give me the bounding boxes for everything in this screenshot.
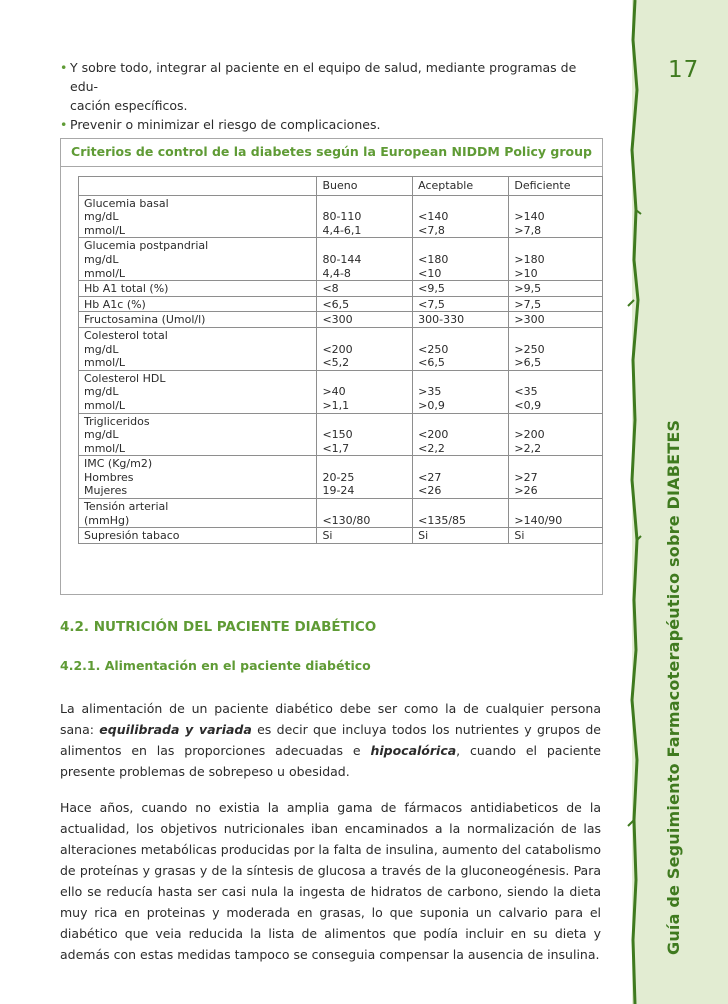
bullet-dot-icon: •: [60, 60, 68, 75]
criteria-value-cell: <200 <5,2: [317, 327, 413, 370]
bullet-item: [60, 115, 605, 134]
bullet-dot-icon: •: [60, 117, 68, 132]
criteria-value-cell: >180 >10: [509, 238, 603, 281]
criteria-value-cell: >250 >6,5: [509, 327, 603, 370]
bullet-text-continued: cación específicos.: [70, 98, 188, 113]
section-heading: 4.2. NUTRICIÓN DEL PACIENTE DIABÉTICO: [60, 619, 377, 635]
criteria-value-cell: <7,5: [413, 296, 509, 312]
table-row: [79, 499, 603, 528]
bullet-list: [60, 58, 605, 134]
criteria-value-cell: Si: [317, 528, 413, 544]
criteria-label-cell: Trigliceridos mg/dL mmol/L: [79, 413, 317, 456]
criteria-value-cell: <135/85: [413, 499, 509, 528]
criteria-value-cell: <250 <6,5: [413, 327, 509, 370]
paragraph-text: , cuando el paciente presente problemas de sobrepeso u obesidad.: [60, 743, 601, 779]
criteria-label-cell: IMC (Kg/m2) Hombres Mujeres: [79, 456, 317, 499]
header-cell: [79, 177, 317, 196]
table-row: [79, 370, 603, 413]
header-cell: Bueno: [317, 177, 413, 196]
criteria-value-cell: >35 >0,9: [413, 370, 509, 413]
table-row: [79, 413, 603, 456]
criteria-value-cell: >140/90: [509, 499, 603, 528]
criteria-value-cell: <180 <10: [413, 238, 509, 281]
header-cell: Aceptable: [413, 177, 509, 196]
header-cell: Deficiente: [509, 177, 603, 196]
criteria-value-cell: <200 <2,2: [413, 413, 509, 456]
table-row: [79, 327, 603, 370]
criteria-value-cell: 80-144 4,4-8: [317, 238, 413, 281]
criteria-value-cell: >140 >7,8: [509, 195, 603, 238]
criteria-table-box: [60, 138, 603, 595]
criteria-value-cell: >9,5: [509, 281, 603, 297]
paragraph-text: es decir que incluya todos los nutrientes y grupos de alimentos en las proporciones adecuadas e: [60, 722, 602, 758]
criteria-label-cell: Hb A1 total (%): [79, 281, 317, 297]
page-number: 17: [668, 57, 700, 83]
paragraph: Hace años, cuando no existia la amplia gama de fármacos antidiabeticos de la actualidad, los objetivos nutricionales iban encaminados a la normalización de las alteraciones metabólicas producidas por la falta de insulina, aumento del catabolismo de proteínas y grasas y de la síntesis de glucosa a través de la gluconeogénesis. Para ello se reducía hasta ser casi nula la ingesta de hidratos de carbono, siendo la dieta muy rica en proteinas y moderada en grasas, lo que suponia un calvario para el diabético que veia reducida la lista de alimentos que podía incluir en su dieta y además con estas medidas tampoco se conseguia compensar la ausencia de insulina.: [60, 800, 601, 962]
table-title: Criterios de control de la diabetes según la European NIDDM Policy group: [61, 139, 602, 167]
criteria-label-cell: Colesterol HDL mg/dL mmol/L: [79, 370, 317, 413]
subsection-heading: 4.2.1. Alimentación en el paciente diabético: [60, 658, 371, 673]
sidebar-edge-decoration: [626, 0, 642, 1004]
criteria-value-cell: <130/80: [317, 499, 413, 528]
criteria-value-cell: <9,5: [413, 281, 509, 297]
table-row: [79, 312, 603, 328]
criteria-table: [78, 176, 603, 544]
criteria-value-cell: <27 <26: [413, 456, 509, 499]
bullet-item: [60, 58, 605, 115]
criteria-value-cell: <300: [317, 312, 413, 328]
criteria-value-cell: >7,5: [509, 296, 603, 312]
criteria-label-cell: Glucemia basal mg/dL mmol/L: [79, 195, 317, 238]
criteria-label-cell: Colesterol total mg/dL mmol/L: [79, 327, 317, 370]
emphasis-text: equilibrada y variada: [99, 722, 252, 737]
table-row: [79, 528, 603, 544]
criteria-label-cell: Supresión tabaco: [79, 528, 317, 544]
criteria-label-cell: Hb A1c (%): [79, 296, 317, 312]
criteria-value-cell: 300-330: [413, 312, 509, 328]
criteria-value-cell: <140 <7,8: [413, 195, 509, 238]
criteria-value-cell: <35 <0,9: [509, 370, 603, 413]
paragraph-text: La alimentación de un paciente diabético debe ser como la de cualquier persona sana:: [60, 701, 601, 737]
criteria-value-cell: <8: [317, 281, 413, 297]
criteria-label-cell: Glucemia postpandrial mg/dL mmol/L: [79, 238, 317, 281]
criteria-value-cell: Si: [413, 528, 509, 544]
paragraph: [60, 698, 601, 782]
table-body: [79, 195, 603, 543]
criteria-value-cell: <150 <1,7: [317, 413, 413, 456]
bullet-text: Prevenir o minimizar el riesgo de complicaciones.: [70, 117, 381, 132]
criteria-value-cell: 20-25 19-24: [317, 456, 413, 499]
bullet-text: Y sobre todo, integrar al paciente en el equipo de salud, mediante programas de edu-: [70, 60, 577, 94]
criteria-value-cell: 80-110 4,4-6,1: [317, 195, 413, 238]
table-row: [79, 195, 603, 238]
criteria-label-cell: Tensión arterial (mmHg): [79, 499, 317, 528]
table-row: [79, 238, 603, 281]
criteria-value-cell: Si: [509, 528, 603, 544]
criteria-label-cell: Fructosamina (Umol/l): [79, 312, 317, 328]
emphasis-text: hipocalórica: [370, 743, 457, 758]
criteria-value-cell: >200 >2,2: [509, 413, 603, 456]
table-row: [79, 296, 603, 312]
criteria-value-cell: >300: [509, 312, 603, 328]
table-header-row: [79, 177, 603, 196]
table-row: [79, 456, 603, 499]
criteria-value-cell: >27 >26: [509, 456, 603, 499]
sidebar-title: Guía de Seguimiento Farmacoterapéutico sobre DIABETES: [664, 419, 683, 955]
criteria-value-cell: <6,5: [317, 296, 413, 312]
criteria-value-cell: >40 >1,1: [317, 370, 413, 413]
table-row: [79, 281, 603, 297]
